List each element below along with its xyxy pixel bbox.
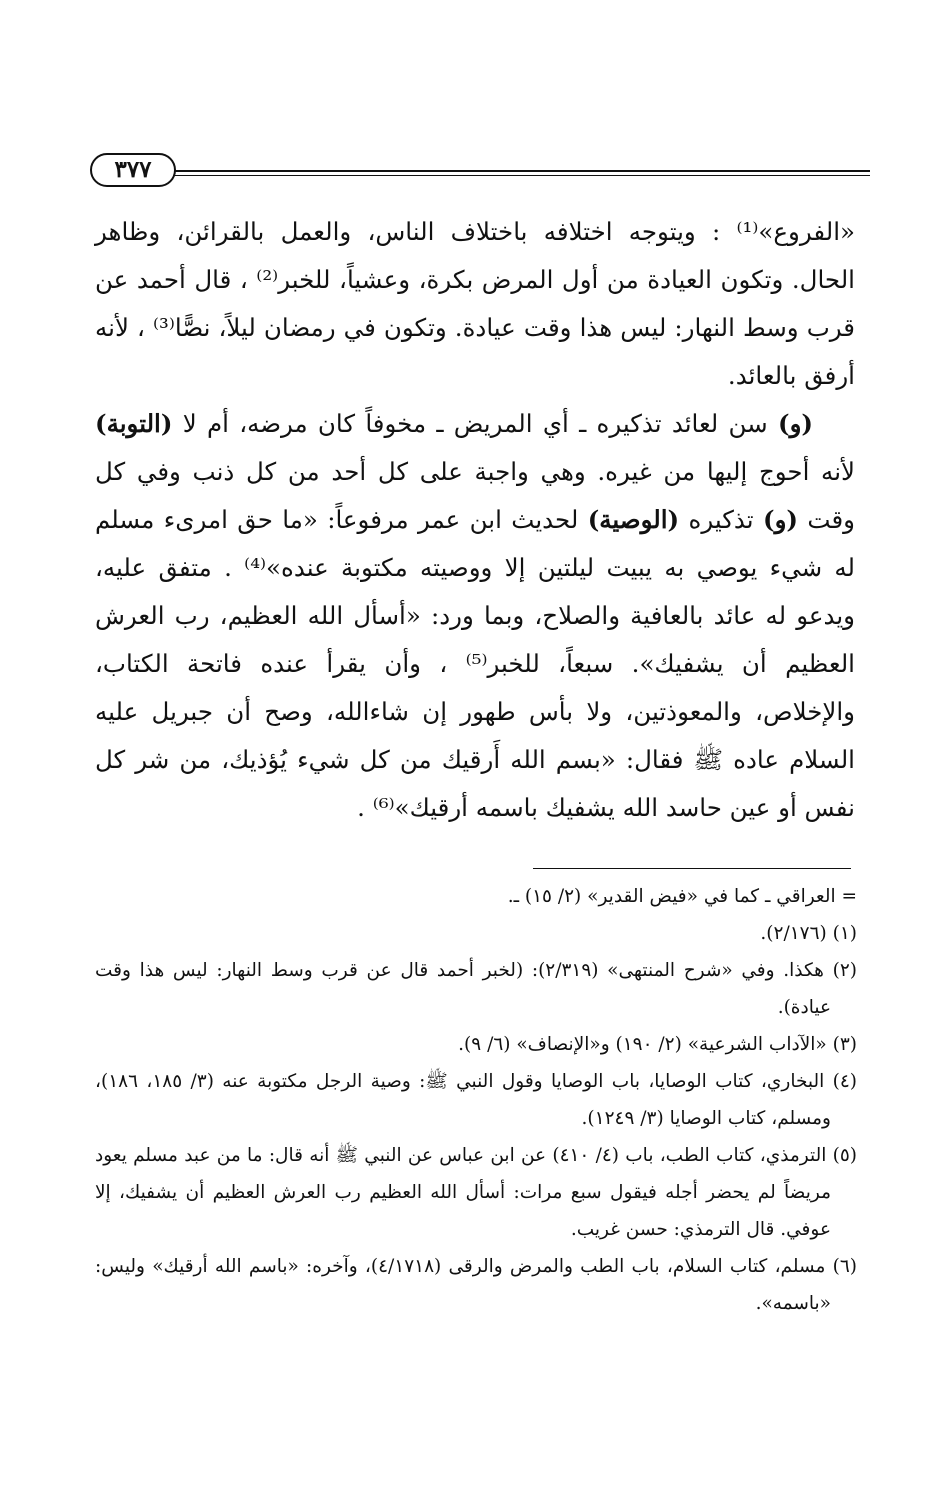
text-run: تذكيره <box>679 505 763 534</box>
footnote-6: (٦) مسلم، كتاب السلام، باب الطب والمرض والرقى (٤/١٧١٨)، وآخره: «باسم الله أرقيك» وليس: «باسمه». <box>95 1256 857 1314</box>
footnote-1: (١) (٢/١٧٦). <box>760 923 857 944</box>
paragraph <box>95 400 855 832</box>
text-run: لحديث ابن عمر مرفوعاً: «ما حق امرىء مسلم له شيء يوصي به يبيت ليلتين إلا ووصيته مكتوبة عنده»⁽⁴⁾ . متفق عليه، ويدعو له عائد بالعافية والصلاح، وبما ورد: «أسأل الله العظيم، رب العرش العظيم أن يشفيك». سبعاً، للخبر⁽⁵⁾ ، وأن يقرأ عنده فاتحة الكتاب، والإخلاص، والمعوذتين، ولا بأس طهور إن شاءالله، وصح أن جبريل عليه السلام عاده ﷺ فقال: «بسم الله أَرقيك من كل شيء يُؤذيك، من شر كل نفس أو عين حاسد الله يشفيك باسمه أرقيك»⁽⁶⁾ . <box>95 505 855 822</box>
footnote-continuation: = العراقي ـ كما في «فيض القدير» (٢/ ١٥) ـ. <box>507 886 857 907</box>
text-run: لأنه أحوج إليها من غيره. وهي واجبة على كل أحد من كل ذنب وفي كل وقت <box>95 457 855 534</box>
header-rule <box>175 170 870 172</box>
footnotes <box>95 878 857 1322</box>
main-text <box>95 208 855 832</box>
paragraph: «الفروع»⁽¹⁾ : ويتوجه اختلافه باختلاف الناس، والعمل بالقرائن، وظاهر الحال. وتكون العيادة من أول المرض بكرة، وعشياً، للخبر⁽²⁾ ، قال أحمد عن قرب وسط النهار: ليس هذا وقت عيادة. وتكون في رمضان ليلاً، نصًّا⁽³⁾ ، لأنه أرفق بالعائد. <box>95 217 855 390</box>
footnote-5: (٥) الترمذي، كتاب الطب، باب (٤/ ٤١٠) عن ابن عباس عن النبي ﷺ أنه قال: ما من عبد مسلم يعود مريضاً لم يحضر أجله فيقول سبع مرات: أسأل الله العظيم رب العرش العظيم أن يشفيك، إلا عوفي. قال الترمذي: حسن غريب. <box>95 1145 857 1240</box>
bold-term: (و) <box>777 409 813 438</box>
footnote-separator <box>533 868 851 869</box>
footnote-4: (٤) البخاري، كتاب الوصايا، باب الوصايا وقول النبي ﷺ: وصية الرجل مكتوبة عنه (٣/ ١٨٥، ١٨٦)، ومسلم، كتاب الوصايا (٣/ ١٢٤٩). <box>95 1071 857 1129</box>
bold-term: (الوصية) <box>587 505 680 534</box>
header-rule-thin <box>175 175 870 176</box>
footnote-3: (٣) «الآداب الشرعية» (٢/ ١٩٠) و«الإنصاف» (٦/ ٩). <box>458 1034 857 1055</box>
page-number: ٣٧٧ <box>90 153 176 187</box>
text-run: سن لعائد تذكيره ـ أي المريض ـ مخوفاً كان مرضه، أم لا <box>172 409 778 438</box>
bold-term: (و) <box>763 505 799 534</box>
bold-term: (التوبة) <box>95 409 173 438</box>
footnote-2: (٢) هكذا. وفي «شرح المنتهى» (٢/٣١٩): (لخبر أحمد قال عن قرب وسط النهار: ليس هذا وقت عيادة). <box>95 960 857 1018</box>
page-header <box>90 150 870 190</box>
